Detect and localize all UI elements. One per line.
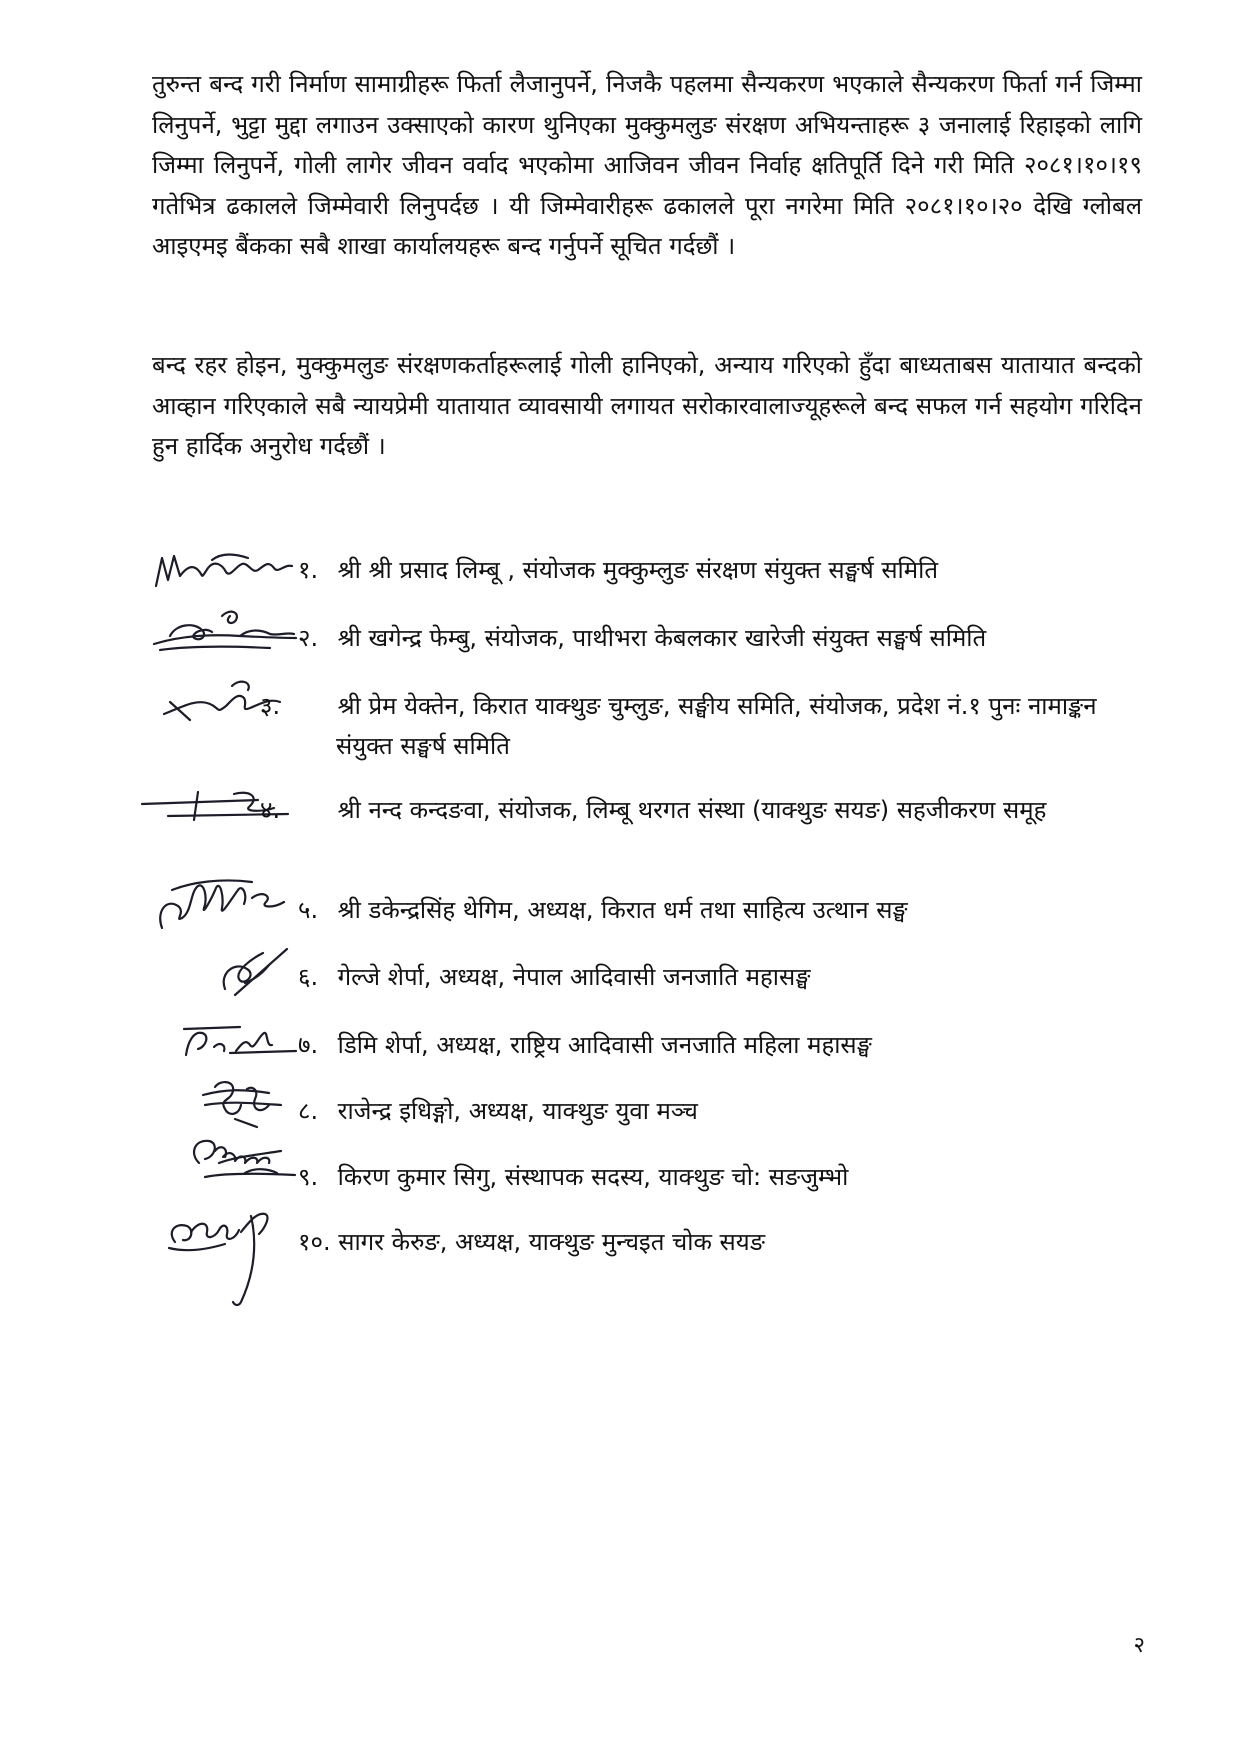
signatory-details: गेल्जे शेर्पा, अध्यक्ष, नेपाल आदिवासी जनजाति महासङ्घ [337,963,811,991]
signatory-details: डिमि शेर्पा, अध्यक्ष, राष्ट्रिय आदिवासी जनजाति महिला महासङ्घ [337,1031,872,1059]
signatory-details: सागर केरुङ, अध्यक्ष, याक्थुङ मुन्चइत चोक सयङ [338,1228,765,1256]
signatory-number: १०. [298,1228,331,1256]
signatory-number: १. [298,556,319,584]
signatory-entry [298,550,1148,590]
page-number: २ [1133,1633,1145,1658]
signatory-entry [298,618,1148,658]
signatory-number: ३. [260,692,281,720]
signatory-entry [260,790,1148,830]
signatory-number: ४. [260,796,281,824]
signatory-details: श्री खगेन्द्र फेम्बु, संयोजक, पाथीभरा केबलकार खारेजी संयुक्त सङ्घर्ष समिति [337,624,987,652]
signatory-number: २. [298,624,319,652]
signatory-number: ७. [298,1031,319,1059]
signatory-details: श्री डकेन्द्रसिंह थेगिम, अध्यक्ष, किरात धर्म तथा साहित्य उत्थान सङ्घ [337,896,908,924]
signatory-details: राजेन्द्र इधिङ्गो, अध्यक्ष, याक्थुङ युवा मञ्च [337,1097,698,1125]
signature-image [150,606,300,656]
paragraph-demands: तुरुन्त बन्द गरी निर्माण सामाग्रीहरू फिर्ता लैजानुपर्ने, निजकै पहलमा सैन्यकरण भएकाले सैन्यकरण फिर्ता गर्न जिम्मा लिनुपर्ने, भुट्टा मुद्दा लगाउन उक्साएको कारण थुनिएका मुक्कुमलुङ संरक्षण अभियन्ताहरू ३ जनालाई रिहाइको लागि जिम्मा लिनुपर्ने, गोली लागेर जीवन वर्वाद भएकोमा आजिवन जीवन निर्वाह क्षतिपूर्ति दिने गरी मिति २०८१।१०।१९ गतेभित्र ढकालले जिम्मेवारी लिनुपर्दछ । यी जिम्मेवारीहरू ढकालले पूरा नगरेमा मिति २०८१।१०।२० देखि ग्लोबल आइएमइ बैंकका सबै शाखा कार्यालयहरू बन्द गर्नुपर्ने सूचित गर्दछौं । [152,70,1142,260]
signature-image [152,546,302,592]
signatory-entry [298,1222,1148,1262]
signatory-number: ८. [298,1097,319,1125]
signature-image [215,943,295,1003]
signatory-entry [260,686,1148,766]
signatory-details: श्री श्री प्रसाद लिम्बू , संयोजक मुक्कुम्लुङ संरक्षण संयुक्त सङ्घर्ष समिति [337,556,939,584]
signatory-number: ५. [298,896,319,924]
signatory-details: श्री नन्द कन्दङवा, संयोजक, लिम्बू थरगत संस्था (याक्थुङ सयङ) सहजीकरण समूह [337,796,1047,824]
signature-image [165,1202,285,1312]
signatory-details: श्री प्रेम येक्तेन, किरात याक्थुङ चुम्लुङ, सङ्घीय समिति, संयोजक, प्रदेश नं.१ पुनः नामाङ्कन संयुक्त सङ्घर्ष समिति [336,692,1097,760]
signatory-details: किरण कुमार सिगु, संस्थापक सदस्य, याक्थुङ चो: सङजुम्भो [337,1163,849,1191]
signatory-number: ९. [298,1163,319,1191]
signatory-entry [298,957,1148,997]
signatory-entry [298,1091,1148,1131]
signatory-entry [298,890,1148,930]
paragraph-appeal: बन्द रहर होइन, मुक्कुमलुङ संरक्षणकर्ताहरूलाई गोली हानिएको, अन्याय गरिएको हुँदा बाध्यताबस यातायात बन्दको आव्हान गरिएकाले सबै न्यायप्रेमी यातायात व्यावसायी लगायत सरोकारवालाज्यूहरूले बन्द सफल गर्न सहयोग गरिदिन हुन हार्दिक अनुरोध गर्दछौं । [152,351,1142,460]
signature-image [195,1075,295,1131]
signature-image [185,1133,305,1193]
signatory-entry [298,1025,1148,1065]
signatory-entry [298,1157,1148,1197]
signature-image [180,1021,300,1061]
signatory-number: ६. [298,963,319,991]
signature-image [152,868,292,938]
